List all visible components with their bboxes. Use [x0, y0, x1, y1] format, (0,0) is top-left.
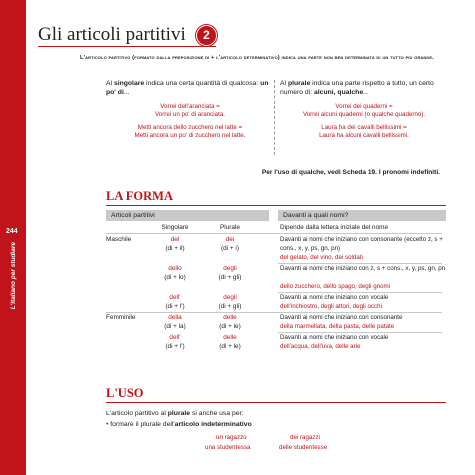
section-number-badge: 2 [196, 25, 217, 46]
rule-text: Davanti ai nomi che iniziano con consonante (eccetto z, s + cons., x, y, ps, gn, pn) [280, 236, 443, 252]
column-divider [274, 80, 275, 155]
column-header-plurale: Plurale [220, 224, 240, 231]
rule-examples: della marmellata, della pasta, delle patate [280, 323, 395, 330]
rule-examples: dell'acqua, dell'uva, delle arie [280, 343, 361, 350]
plural-intro [280, 80, 448, 98]
article-singular: della [168, 314, 182, 321]
article-plural-sub: (di + gli) [218, 303, 242, 310]
plural-intro-end-post: ... [363, 88, 369, 96]
singular-intro-end-word: un po' di [106, 80, 269, 96]
article-plural: degli [223, 265, 237, 272]
row-divider [278, 263, 442, 264]
title-underline [38, 46, 216, 47]
article-singular-sub: (di + la) [164, 323, 186, 330]
uso-intro [106, 410, 244, 417]
uso-intro-pre: L'articolo partitivo al [106, 410, 166, 417]
singular-example-1a: Vorrei dell'aranciata = [160, 102, 220, 110]
plural-column [280, 80, 448, 140]
forma-rule [106, 205, 446, 206]
rule-examples: dell'inchiostro, degli attori, degli occhi [280, 303, 382, 310]
bullet-icon: • [106, 421, 109, 428]
rule-text: Davanti ai nomi che iniziano con vocale [280, 334, 389, 341]
plural-intro-word: plurale [287, 80, 311, 87]
article-singular-sub: (di + l') [165, 303, 185, 310]
pair-singular: una studentessa [205, 444, 251, 451]
section-heading-uso: L'USO [106, 386, 144, 400]
singular-example-2b: Metti ancora un po' di zucchero nel latte. [134, 131, 246, 139]
article-plural: delle [223, 314, 237, 321]
uso-bullet [106, 421, 252, 428]
singular-intro [106, 80, 274, 98]
right-subheader: Dipende dalla lettera iniziale del nome [280, 224, 388, 231]
reference-note: Per l'uso di qualche, vedi Scheda 19. I pronomi indefiniti. [261, 169, 440, 176]
singular-example-2a: Metti ancora dello zucchero nel latte = [137, 123, 243, 131]
singular-intro-end-post: ... [123, 88, 130, 96]
pair-plural: delle studentesse [279, 444, 328, 451]
title-box [38, 24, 206, 46]
pair-singular: un ragazzo [216, 434, 247, 441]
singular-intro-word: singolare [113, 80, 145, 87]
singular-column [106, 80, 274, 140]
plural-example-1b: Vorrei alcuni quaderni (o qualche quaderno). [302, 110, 426, 118]
table-header-right: Davanti a quali nomi? [278, 210, 446, 221]
uso-intro-word: plurale [167, 410, 191, 417]
definition-text: L'articolo partitivo (formato dalla preposizione di + l'articolo determinativo) indica una parte non ben determinata di un tutto più grande. [80, 55, 434, 61]
rule-text: Davanti ai nomi che iniziano con consonante [280, 314, 403, 321]
singular-example-1b: Vorrei un po' di aranciata. [155, 110, 225, 118]
pair-plural: dei ragazzi [290, 434, 320, 441]
table-header-left: Articoli partitivi [106, 210, 269, 221]
rule-examples: del gelato, del vino, dei soldati [280, 254, 363, 261]
column-header-singolare: Singolare [161, 224, 189, 231]
article-plural: degli [223, 294, 237, 301]
singular-example-2 [106, 124, 274, 140]
article-singular: dello [168, 265, 182, 272]
plural-intro-end-word: alcuni, qualche [314, 88, 364, 96]
plural-intro-post: indica una parte rispetto a tutto, un certo numero di: [280, 80, 434, 96]
rule-examples: dello zucchero, dello spago, degli gnomi [280, 283, 391, 290]
article-singular: dell' [169, 334, 181, 341]
table-divider [106, 233, 442, 234]
sidebar-stripe [0, 0, 26, 475]
plural-example-2b: Laura ha alcuni cavalli bellissimi. [319, 131, 409, 139]
plural-example-2 [280, 124, 448, 140]
singular-example-1 [106, 103, 274, 119]
article-singular-sub: (di + l') [165, 343, 185, 350]
gender-label: Femminile [106, 314, 136, 321]
uso-bullet-pre: formare il plurale dell' [110, 421, 175, 428]
plural-example-2a: Laura ha dei cavalli bellissimi = [321, 123, 407, 131]
gender-divider [106, 312, 442, 313]
gender-label: Maschile [106, 236, 132, 243]
plural-example-1 [280, 103, 448, 119]
singular-intro-post: indica una certa quantità di qualcosa: [146, 80, 259, 87]
sidebar-label: L'italiano per studiare [10, 242, 17, 310]
article-singular: dell' [169, 294, 181, 301]
plural-example-1a: Vorrei dei quaderni = [335, 102, 393, 110]
article-plural: dei [225, 236, 235, 243]
row-divider [278, 292, 442, 293]
section-heading-forma: LA FORMA [106, 189, 174, 203]
uso-intro-post: si anche usa per: [191, 410, 244, 417]
page-number: 244 [6, 228, 18, 235]
article-plural-sub: (di + le) [219, 323, 241, 330]
rule-text: Davanti ai nomi che iniziano con z, s + cons., x, y, ps, gn, pn [280, 265, 446, 272]
uso-bullet-word: articolo indeterminativo [174, 421, 252, 428]
singular-intro-pre: Al [106, 80, 113, 87]
page-title: Gli articoli partitivi [38, 24, 186, 45]
row-divider [278, 332, 442, 333]
article-singular-sub: (di + lo) [164, 274, 186, 281]
article-plural-sub: (di + i) [221, 245, 239, 252]
plural-intro-pre: Al [280, 80, 287, 87]
article-plural-sub: (di + gli) [218, 274, 242, 281]
article-plural-sub: (di + le) [219, 343, 241, 350]
article-singular: del [170, 236, 180, 243]
article-singular-sub: (di + il) [165, 245, 185, 252]
uso-rule [106, 402, 446, 403]
rule-text: Davanti ai nomi che iniziano con vocale [280, 294, 389, 301]
article-plural: delle [223, 334, 237, 341]
